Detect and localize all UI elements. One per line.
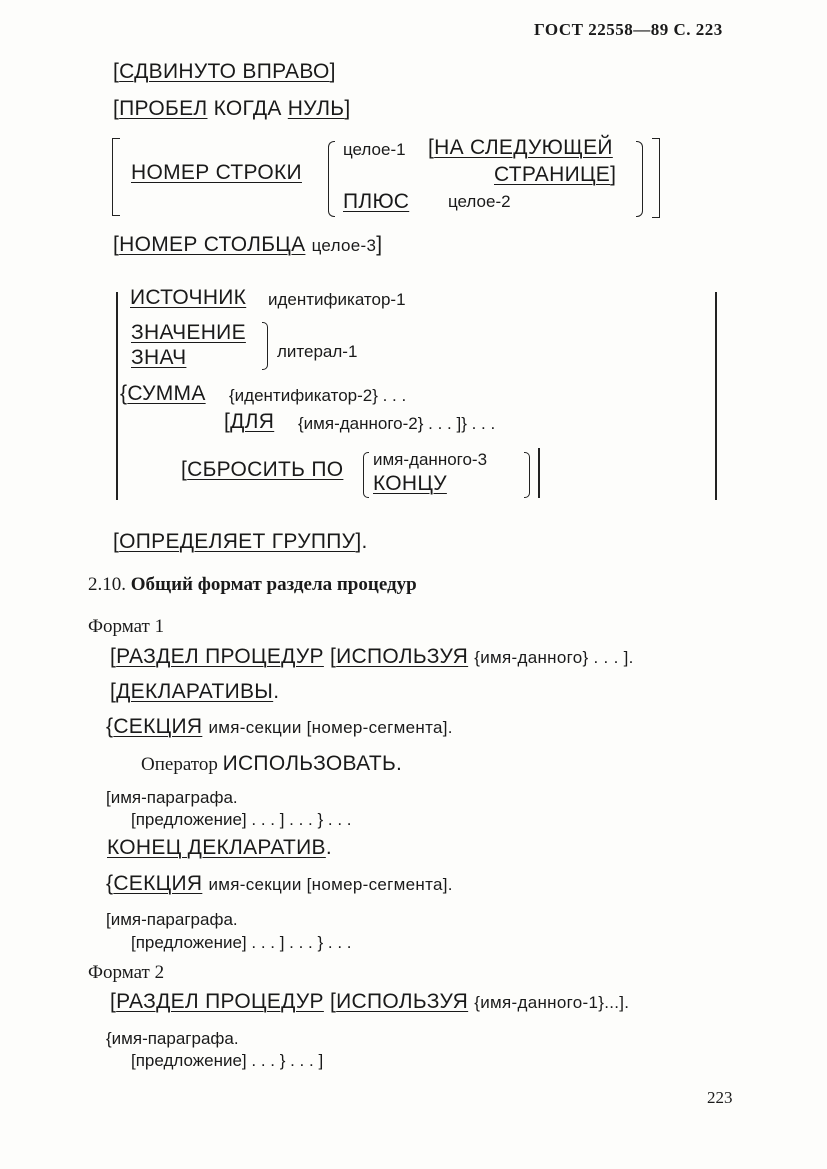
section-line-2: {СЕКЦИЯ имя-секции [номер-сегмента]. — [106, 872, 453, 895]
format-2-procedure-division: [РАЗДЕЛ ПРОЦЕДУР [ИСПОЛЬЗУЯ {имя-данного-1}...]. — [110, 990, 630, 1013]
when-keyword: КОГДА — [213, 97, 282, 120]
group-indicate-keyword: ОПРЕДЕЛЯЕТ ГРУППУ — [119, 530, 356, 553]
blank-keyword: ПРОБЕЛ — [119, 97, 208, 120]
identifier-2: {идентификатор-2} . . . — [229, 386, 407, 405]
shift-right-clause: [СДВИНУТО ВПРАВО] — [113, 60, 336, 83]
next-page-keyword-2: СТРАНИЦЕ — [494, 163, 611, 186]
sentence-2: [предложение] . . . ] . . . } . . . — [131, 933, 352, 952]
data-name-2: {имя-данного-2} . . . ]} . . . — [298, 414, 496, 433]
integer-1: целое-1 — [343, 140, 406, 159]
blank-when-zero-clause: [ПРОБЕЛ КОГДА НУЛЬ] — [113, 97, 351, 120]
group-indicate-suffix: ]. — [355, 530, 368, 553]
source-block-right-bar — [715, 292, 717, 500]
integer-3: целое-3 — [311, 236, 377, 255]
page-number: 223 — [707, 1088, 733, 1107]
data-name-3: имя-данного-3 — [373, 450, 488, 469]
declaratives-line: [ДЕКЛАРАТИВЫ. — [110, 680, 280, 703]
using-keyword: ИСПОЛЬЗУЯ — [336, 645, 469, 668]
use-statement-line — [141, 752, 402, 776]
source-keyword: ИСТОЧНИК — [130, 286, 247, 309]
next-page-keyword-1: НА СЛЕДУЮЩЕЙ — [434, 136, 613, 159]
identifier-1: идентификатор-1 — [268, 290, 406, 309]
line-number-close-bracket — [652, 138, 660, 218]
procedure-division-keyword-2: РАЗДЕЛ ПРОЦЕДУР — [116, 990, 324, 1013]
format-2-label: Формат 2 — [88, 962, 165, 983]
format-1-line1-rest: {имя-данного} . . . ]. — [474, 648, 634, 667]
group-indicate-clause: [ОПРЕДЕЛЯЕТ ГРУППУ]. — [113, 530, 368, 553]
value-close-brace — [262, 322, 268, 370]
value-keyword: ЗНАЧЕНИЕ — [131, 321, 246, 344]
section-rest: имя-секции [номер-сегмента]. — [208, 718, 453, 737]
format-2-paragraph-name: {имя-параграфа. — [106, 1029, 239, 1048]
section-keyword: СЕКЦИЯ — [113, 715, 203, 738]
shift-right-keyword: СДВИНУТО ВПРАВО — [119, 60, 330, 83]
source-block-left-bar — [116, 292, 118, 500]
running-header: ГОСТ 22558—89 С. 223 — [534, 20, 723, 39]
value-abbr-keyword: ЗНАЧ — [131, 346, 187, 369]
reset-close-bracket — [538, 448, 540, 498]
integer-2: целое-2 — [448, 192, 511, 211]
use-statement-keyword: ИСПОЛЬЗОВАТЬ. — [222, 752, 403, 775]
reset-open-brace — [363, 452, 369, 498]
zero-keyword: НУЛЬ — [287, 97, 345, 120]
paragraph-name-1: [имя-параграфа. — [106, 788, 238, 807]
sum-keyword: СУММА — [127, 382, 206, 405]
format-2-line1-rest: {имя-данного-1}...]. — [474, 993, 630, 1012]
end-declaratives-keyword: КОНЕЦ ДЕКЛАРАТИВ — [107, 836, 326, 859]
format-1-procedure-division: [РАЗДЕЛ ПРОЦЕДУР [ИСПОЛЬЗУЯ {имя-данного} . . . ]. — [110, 645, 634, 668]
column-number-clause: [НОМЕР СТОЛБЦА целое-3] — [113, 233, 383, 256]
reset-on-keyword: СБРОСИТЬ ПО — [187, 458, 344, 481]
declaratives-keyword: ДЕКЛАРАТИВЫ — [116, 680, 274, 703]
for-keyword: ДЛЯ — [230, 410, 275, 433]
paragraph-name-2: [имя-параграфа. — [106, 910, 238, 929]
document-page: ГОСТ 22558—89 С. 223 [СДВИНУТО ВПРАВО] [ПРОБЕЛ КОГДА НУЛЬ] НОМЕР СТРОКИ целое-1 [НА СЛЕДУЮЩЕЙ СТРАНИЦЕ] ПЛЮС целое-2 [НОМЕР СТОЛБЦА целое-3] ИСТОЧНИК идентификатор-1 ЗНАЧЕНИЕ ЗНАЧ литерал-1 {СУММА {идентификатор-2} . . . [ДЛЯ {имя-данного-2} . . . ]} . . . [СБРОСИТЬ ПО имя-данного-3 КОНЦУ [ОПРЕДЕЛЯЕТ ГРУППУ]. 2.10. Общий формат раздела процедур Формат 1 [РАЗДЕЛ ПРОЦЕДУР [ИСПОЛЬЗУЯ {имя-данного} . . . ]. [ДЕКЛАРАТИВЫ. {СЕКЦИЯ имя-секции [номер-сегмента]. Оператор ИСПОЛЬЗОВАТЬ. [имя-параграфа. [предложение] . . . ] . . . } . . . КОНЕЦ ДЕКЛАРАТИВ. {СЕКЦИЯ имя-секции [номер-сегмента]. [имя-параграфа. [предложение] . . . ] . . . } . . . Формат 2 [РАЗДЕЛ ПРОЦЕДУР [ИСПОЛЬЗУЯ {имя-данного-1}...]. {имя-параграфа. [предложение] . . . } . . . ] 223 — [88, 20, 733, 1107]
using-keyword-2: ИСПОЛЬЗУЯ — [336, 990, 469, 1013]
procedure-division-keyword: РАЗДЕЛ ПРОЦЕДУР — [116, 645, 324, 668]
section-heading — [88, 574, 417, 596]
column-number-keyword: НОМЕР СТОЛБЦА — [119, 233, 306, 256]
use-statement-label: Оператор — [141, 754, 218, 775]
format-2-sentence: [предложение] . . . } . . . ] — [131, 1051, 324, 1070]
final-keyword: КОНЦУ — [373, 472, 447, 495]
section-number: 2.10. — [88, 574, 126, 595]
line-number-keyword: НОМЕР СТРОКИ — [131, 161, 302, 184]
section-line-1: {СЕКЦИЯ имя-секции [номер-сегмента]. — [106, 715, 453, 738]
line-number-close-brace — [636, 141, 643, 217]
sentence-1: [предложение] . . . ] . . . } . . . — [131, 810, 352, 829]
section-keyword-2: СЕКЦИЯ — [113, 872, 203, 895]
format-1-label: Формат 1 — [88, 616, 165, 637]
section-rest-2: имя-секции [номер-сегмента]. — [208, 875, 453, 894]
end-declaratives-line: КОНЕЦ ДЕКЛАРАТИВ. — [107, 836, 332, 859]
line-number-open-brace — [328, 141, 335, 217]
section-title: Общий формат раздела процедур — [130, 574, 417, 595]
reset-close-brace — [524, 452, 530, 498]
literal-1: литерал-1 — [277, 342, 358, 361]
plus-keyword: ПЛЮС — [343, 190, 410, 213]
line-number-open-bracket — [112, 138, 120, 216]
